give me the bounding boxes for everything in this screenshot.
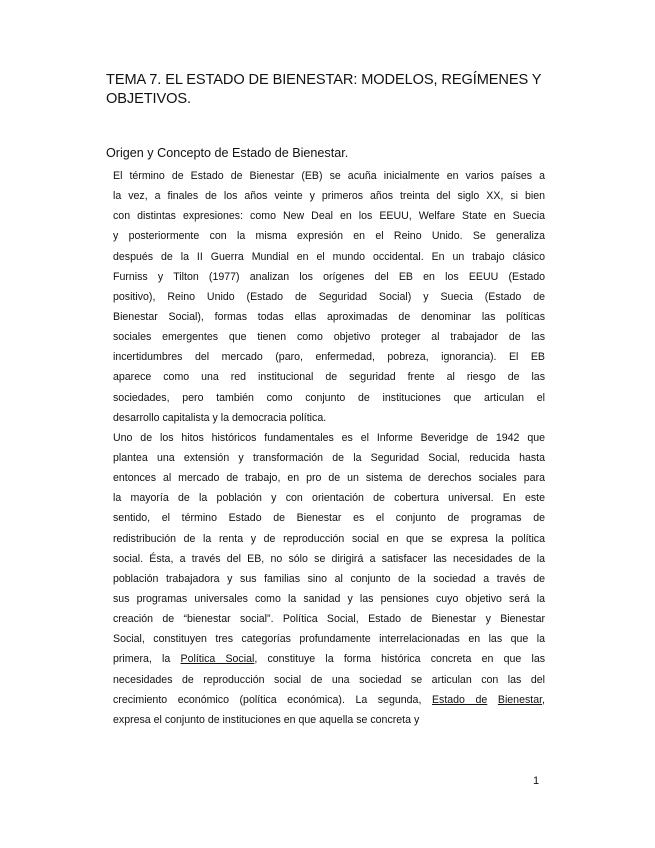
text-line: redistribución de la renta y de reproducción social en que se expresa la política <box>113 532 545 545</box>
title-line-1: TEMA 7. EL ESTADO DE BIENESTAR: MODELOS, REGÍMENES Y <box>106 72 542 88</box>
text-line: positivo), Reino Unido (Estado de Seguridad Social) y Suecia (Estado de <box>113 290 545 303</box>
text-line: sentido, el término Estado de Bienestar es el conjunto de programas de <box>113 512 545 525</box>
text-run: crecimiento económico (política económica). La segunda, <box>113 693 432 706</box>
title-line-2: OBJETIVOS. <box>106 91 191 107</box>
text-line: sociales emergentes que tienen como objetivo proteger al trabajador de las <box>113 331 545 344</box>
text-line: necesidades de reproducción social de una sociedad se articulan con las del <box>113 673 545 686</box>
text-line: después de la II Guerra Mundial en el mundo occidental. En un trabajo clásico <box>113 250 545 263</box>
text-run <box>487 694 498 706</box>
text-line: la mayoría de la población y con orientación de cobertura universal. En este <box>113 492 545 505</box>
text-line: incertidumbres del mercado (paro, enfermedad, pobreza, ignorancia). El EB <box>113 351 545 364</box>
text-line: expresa el conjunto de instituciones en que aquella se concreta y <box>113 713 420 726</box>
underlined-term-bienestar: Bienestar <box>497 693 543 706</box>
text-line: social. Ésta, a través del EB, no sólo se dirigirá a satisfacer las necesidades de la <box>113 552 545 565</box>
underlined-term-estado-de: Estado de <box>431 693 488 706</box>
text-line: y posteriormente con la misma expresión en el Reino Unido. Se generaliza <box>113 230 545 243</box>
underlined-term-politica-social: Política Social <box>180 653 255 666</box>
text-line: sus programas universales como la sanidad y las pensiones cuyo objetivo será la <box>113 592 545 605</box>
text-line: entonces al mercado de trabajo, en pro de un sistema de derechos sociales para <box>113 472 545 485</box>
text-line: aparece como una red institucional de seguridad frente al riesgo de las <box>113 371 545 384</box>
text-run: , <box>542 693 545 706</box>
text-line: Social, constituyen tres categorías profundamente interrelacionadas en las que la <box>113 633 545 646</box>
text-line: Furniss y Tilton (1977) analizan los orígenes del EB en los EEUU (Estado <box>113 270 545 283</box>
text-line: población trabajadora y sus familias sino al conjunto de la sociedad a través de <box>113 572 545 585</box>
text-line: desarrollo capitalista y la democracia política. <box>113 411 327 424</box>
text-line: plantea una extensión y transformación de la Seguridad Social, reducida hasta <box>113 451 545 464</box>
text-line: Uno de los hitos históricos fundamentales es el Informe Beveridge de 1942 que <box>113 431 545 444</box>
text-line <box>113 649 545 669</box>
text-run: , constituye la forma histórica concreta en que las <box>254 653 546 666</box>
body-text <box>113 166 545 730</box>
text-line <box>113 690 545 710</box>
text-line: El término de Estado de Bienestar (EB) se acuña inicialmente en varios países a <box>113 170 545 182</box>
text-line: con distintas expresiones: como New Deal en los EEUU, Welfare State en Suecia <box>113 210 545 223</box>
text-line: sociedades, pero también como conjunto de instituciones que articulan el <box>113 391 545 404</box>
section-heading: Origen y Concepto de Estado de Bienestar. <box>106 146 349 160</box>
paragraph-1 <box>113 166 545 428</box>
text-line: Bienestar Social), formas todas ellas aproximadas de denominar las políticas <box>113 310 545 323</box>
text-run: primera, la <box>113 653 181 666</box>
page-number: 1 <box>533 775 540 787</box>
paragraph-2 <box>113 428 545 730</box>
document-title <box>106 71 546 109</box>
text-line: creación de “bienestar social”. Política Social, Estado de Bienestar y Bienestar <box>113 613 545 626</box>
text-line: la vez, a finales de los años veinte y primeros años treinta del siglo XX, si bien <box>113 190 545 203</box>
